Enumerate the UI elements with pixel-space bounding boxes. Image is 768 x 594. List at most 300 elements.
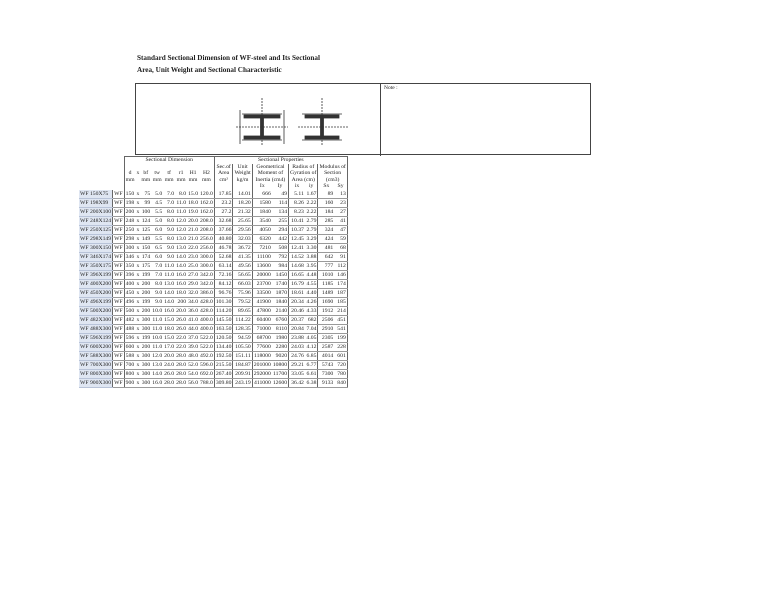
cell-section-name: WF 396X199 [80, 271, 112, 278]
cell-sec-area: 63.14 [214, 261, 233, 270]
table-row [79, 369, 347, 378]
h1-unit: mm [188, 176, 198, 183]
cell-type: WF [114, 361, 123, 368]
cell-tf: 18.0 [164, 325, 175, 332]
cell-sy: 199 [334, 333, 347, 342]
cell-x: x [136, 352, 140, 359]
cell-h1: 48.0 [188, 352, 199, 359]
cell-h2: 162.0 [200, 208, 213, 215]
table-row [79, 333, 347, 342]
cell-r1: 18.0 [176, 289, 187, 296]
table-row [79, 351, 347, 360]
cell-sy: 541 [334, 324, 347, 333]
cell-ix-upper: 41900 [252, 297, 272, 306]
cell-sec-area: 134.40 [215, 343, 232, 350]
cell-x: x [136, 370, 140, 377]
cell-ix-upper: 68700 [252, 333, 272, 342]
cell-d: 450 [125, 289, 135, 296]
cell-iy-lower: 2.79 [306, 217, 317, 224]
cell-iy-lower: 4.55 [306, 280, 317, 287]
cell-iy-upper: 1980 [272, 333, 289, 342]
cell-iy-lower: 3.30 [306, 244, 317, 251]
cell-iy-upper: 1870 [272, 288, 289, 297]
table-row [79, 306, 347, 315]
steel-properties-table [79, 156, 348, 388]
tw-header: tw [154, 170, 161, 177]
cell-tf: 20.0 [164, 352, 175, 359]
cell-iy-lower: 7.04 [306, 325, 317, 332]
cell-ix-upper: 60400 [252, 315, 272, 324]
cell-bf: 100 [141, 208, 151, 215]
cell-r1: 20.0 [176, 307, 187, 314]
r1-unit: mm [176, 176, 186, 183]
cell-x: x [136, 217, 140, 224]
cell-unit-weight: 114.22 [233, 315, 252, 324]
cell-sec-area: 46.78 [214, 243, 233, 252]
cell-iy-lower: 6.38 [306, 379, 317, 386]
cell-r1: 26.0 [176, 316, 187, 323]
cell-unit-weight: 128.35 [233, 324, 252, 333]
cell-h1: 21.0 [188, 235, 199, 242]
table-row [79, 216, 347, 225]
cell-iy-lower: 2.22 [306, 199, 317, 206]
cell-bf: 75 [140, 190, 151, 199]
wf-cross-section-icon [222, 96, 372, 148]
cell-ix-upper: 77600 [252, 342, 272, 351]
cell-iy-lower: 4.40 [306, 289, 317, 296]
cell-unit-weight: 75.96 [233, 288, 252, 297]
cell-sy: 59 [334, 234, 347, 243]
cell-d: 596 [125, 334, 135, 341]
cell-unit-weight: 56.65 [233, 270, 252, 279]
cell-h2: 386.0 [200, 289, 213, 296]
cell-h2: 342.0 [200, 280, 213, 287]
cell-sx: 424 [318, 234, 334, 243]
cell-h1: 22.0 [188, 244, 199, 251]
cell-iy-upper: 442 [272, 234, 289, 243]
cell-h1: 18.0 [188, 199, 199, 206]
cell-unit-weight: 209.91 [233, 369, 252, 378]
cell-h1: 19.0 [188, 208, 199, 215]
cell-h1: 25.0 [188, 262, 199, 269]
cell-type: WF [114, 235, 123, 242]
cell-ix-upper: 118000 [253, 352, 271, 359]
cell-tf: 24.0 [164, 361, 175, 368]
cell-tw: 7.0 [151, 270, 163, 279]
cell-x: x [136, 235, 140, 242]
cell-tw: 11.0 [152, 343, 163, 350]
cell-section-name: WF 496X199 [80, 298, 112, 305]
cell-h1: 29.0 [188, 280, 199, 287]
cell-h1: 36.0 [188, 307, 199, 314]
cell-d: 298 [125, 235, 135, 242]
cell-x: x [136, 199, 140, 206]
cell-unit-weight: 243.19 [233, 378, 252, 387]
cell-tw: 5.0 [151, 190, 163, 199]
cell-tw: 6.0 [151, 252, 163, 261]
cell-sy: 185 [334, 297, 347, 306]
cell-ix-upper: 71000 [252, 324, 272, 333]
cell-iy-lower: 4.33 [306, 307, 317, 314]
cell-iy-upper: 508 [272, 243, 289, 252]
cell-ix-lower: 20.46 [289, 306, 305, 315]
geo-header-1: Geometrical [252, 164, 288, 171]
cell-bf: 150 [141, 244, 151, 251]
cell-h2: 692.0 [200, 370, 213, 377]
cell-iy-upper: 49 [272, 190, 289, 199]
cell-tf: 16.0 [164, 307, 175, 314]
cell-sx: 777 [318, 261, 334, 270]
cell-r1: 13.0 [176, 235, 187, 242]
cell-ix-upper: 1840 [252, 207, 272, 216]
cell-ix-lower: 16.65 [289, 270, 305, 279]
cell-sy: 23 [334, 198, 347, 207]
cell-sy: 68 [334, 243, 347, 252]
cell-sec-area: 37.66 [214, 225, 233, 234]
cell-bf: 174 [141, 253, 151, 260]
cell-d: 588 [125, 352, 135, 359]
header-row-5 [79, 183, 347, 190]
cell-section-name: WF 250X125 [80, 226, 112, 233]
cell-unit-weight: 41.35 [233, 252, 252, 261]
cell-iy-upper: 12600 [272, 379, 288, 386]
cell-tf: 13.0 [164, 280, 175, 287]
table-row [79, 207, 347, 216]
table-row [79, 297, 347, 306]
cell-h2: 400.0 [200, 325, 213, 332]
table-row [79, 252, 347, 261]
cell-bf: 200 [141, 343, 151, 350]
cell-iy-lower: 2.22 [306, 208, 317, 215]
cell-unit-weight: 66.03 [233, 279, 252, 288]
cell-section-name: WF 596X199 [80, 334, 112, 341]
cell-ix-lower: 8.26 [289, 198, 305, 207]
cell-tf: 26.0 [164, 370, 175, 377]
cell-h2: 428.0 [200, 298, 213, 305]
cell-bf: 300 [141, 316, 151, 323]
cell-sx: 1912 [318, 306, 334, 315]
cell-bf: 199 [141, 298, 151, 305]
title-line-2: Area, Unit Weight and Sectional Characteristic [137, 66, 282, 74]
cell-unit-weight: 79.52 [233, 297, 252, 306]
cell-type: WF [114, 343, 123, 350]
cell-type: WF [114, 280, 123, 287]
cell-iy-upper: 10800 [272, 361, 288, 368]
mod-header-1: Modulus of [319, 163, 346, 170]
cell-tw: 9.0 [151, 297, 163, 306]
cell-r1: 28.0 [176, 361, 187, 368]
unit-weight-header-2: Weight [234, 170, 251, 177]
cell-section-name: WF 198X99 [79, 198, 113, 207]
cell-tw: 13.0 [152, 361, 163, 368]
cell-iy-upper: 2140 [272, 306, 289, 315]
cell-h1: 23.0 [188, 253, 199, 260]
cell-x: x [136, 379, 140, 386]
table-row [79, 198, 347, 207]
cell-x: x [136, 316, 140, 323]
cell-r1: 11.0 [176, 199, 187, 206]
cell-sec-area: 17.85 [214, 190, 233, 199]
cell-type: WF [114, 298, 123, 305]
cell-iy-upper: 984 [272, 261, 289, 270]
cell-tw: 10.0 [152, 307, 163, 314]
cell-section-name: WF 400X200 [80, 280, 112, 287]
h2-header: H2 [202, 170, 210, 177]
cell-sx: 285 [318, 216, 334, 225]
cell-section-name: WF 482X300 [80, 316, 112, 323]
cell-sec-area: 145.50 [215, 316, 232, 323]
cell-d: 800 [125, 370, 135, 377]
cell-sy: 146 [334, 270, 347, 279]
unit-weight-header-1: Unit [233, 164, 252, 171]
cell-unit-weight: 18.20 [233, 198, 252, 207]
cell-d: 198 [125, 199, 135, 206]
header-row-4 [79, 177, 347, 184]
cell-sec-area: 309.80 [215, 379, 232, 386]
cell-ix-upper: 11100 [252, 252, 272, 261]
cell-sy: 451 [334, 315, 347, 324]
cell-iy-lower: 682 [305, 315, 318, 324]
cell-tw: 11.0 [152, 316, 163, 323]
cell-tf: 11.0 [164, 262, 175, 269]
cell-iy-upper: 11700 [273, 370, 288, 377]
cell-h2: 300.0 [200, 262, 213, 269]
cell-type: WF [114, 244, 123, 251]
cell-r1: 200 [175, 297, 187, 306]
cell-sy: 112 [334, 261, 347, 270]
cell-iy-upper: 9020 [272, 351, 289, 360]
cell-sx: 324 [318, 225, 334, 234]
cell-type: WF [114, 253, 123, 260]
cell-tw: 11.0 [152, 325, 163, 332]
cell-type: WF [114, 334, 123, 341]
cell-iy-lower: 4.26 [306, 298, 317, 305]
cell-type: WF [114, 325, 123, 332]
ix-upper-header: Ix [252, 183, 272, 190]
sx-header: Sx [318, 183, 334, 190]
cell-unit-weight: 94.59 [233, 333, 252, 342]
cell-sec-area: 52.68 [214, 252, 233, 261]
header-row-1 [79, 157, 347, 164]
rad-header-3: Area (cm) [289, 177, 318, 184]
figure-box [135, 83, 591, 155]
cell-unit-weight: 29.56 [233, 225, 252, 234]
cell-tf: 14.0 [164, 298, 175, 305]
cell-sy: 720 [334, 360, 347, 369]
cell-x: x [136, 244, 140, 251]
cell-tf: 9.0 [163, 243, 175, 252]
cell-tw: 6.5 [151, 243, 163, 252]
cell-unit-weight: 49.56 [233, 261, 252, 270]
cell-h2: 256.0 [200, 244, 213, 251]
cell-section-name: WF 248X124 [80, 217, 112, 224]
cell-d: 600 [125, 343, 135, 350]
cell-type: WF [114, 226, 123, 233]
cell-h1: 21.0 [188, 226, 199, 233]
cell-r1: 8.0 [175, 190, 187, 199]
cell-iy-upper: 134 [272, 207, 289, 216]
cell-type: WF [114, 199, 123, 206]
cell-sec-area: 192.50 [215, 352, 232, 359]
cell-section-name: WF 500X200 [80, 307, 112, 314]
cell-tw: 14.0 [152, 370, 163, 377]
cell-x: x [136, 343, 140, 350]
geo-header-3: Inertia (cm4) [252, 177, 288, 184]
cell-section-name: WF 298X149 [80, 235, 112, 242]
cell-unit-weight: 14.01 [233, 190, 252, 199]
cell-d: 396 [125, 271, 135, 278]
cell-ix-upper: 1580 [252, 198, 272, 207]
cell-sx: 5743 [318, 360, 334, 369]
cell-sec-area: 101.30 [215, 298, 232, 305]
cell-sec-area: 32.68 [214, 216, 233, 225]
cell-tf: 15.0 [164, 334, 175, 341]
cell-h2: 492.0 [200, 352, 213, 359]
cell-iy-lower: 4.48 [306, 271, 317, 278]
cell-x: x [136, 271, 140, 278]
cell-r1: 26.0 [176, 325, 187, 332]
cell-iy-lower: 3.29 [306, 235, 317, 242]
cell-sy: 214 [334, 306, 347, 315]
cell-ix-upper: 201000 [253, 361, 271, 368]
cell-bf: 300 [141, 352, 151, 359]
cell-d: 488 [125, 325, 135, 332]
cell-sx: 9133 [318, 378, 334, 387]
cell-type: WF [114, 190, 123, 197]
cell-tf: 28.0 [164, 379, 175, 386]
cell-bf: 200 [141, 289, 151, 296]
cell-sx: 2910 [318, 324, 334, 333]
table-row [79, 243, 347, 252]
cell-iy-lower: 2.79 [306, 226, 317, 233]
cell-iy-upper: 255 [272, 216, 289, 225]
cell-section-name: WF 600X200 [80, 343, 112, 350]
note-label: Note : [384, 85, 398, 91]
cell-section-name: WF 350X175 [80, 262, 112, 269]
cell-unit-weight: 89.65 [233, 306, 252, 315]
cell-type: WF [114, 208, 123, 215]
cell-tf: 8.0 [163, 234, 175, 243]
rad-header-1: Radius of [289, 164, 318, 171]
cell-tw: 9.0 [151, 288, 163, 297]
cell-r1: 22.0 [176, 343, 187, 350]
table-row [79, 261, 347, 270]
cell-sx: 4014 [318, 351, 334, 360]
cell-iy-upper: 114 [272, 198, 289, 207]
cell-h1: 39.0 [188, 343, 199, 350]
cell-sx: 1690 [318, 297, 334, 306]
sec-area-header-1: Sec.of [214, 164, 233, 171]
cell-h2: 788.0 [200, 379, 213, 386]
cell-h1: 56.0 [188, 379, 199, 386]
cell-sx: 642 [318, 252, 334, 261]
cell-type: WF [114, 289, 123, 296]
cell-x: x [136, 298, 140, 305]
cell-unit-weight: 105.50 [233, 342, 252, 351]
cell-ix-lower: 10.37 [289, 225, 305, 234]
cell-sec-area: 40.80 [214, 234, 233, 243]
cell-iy-upper: 1450 [272, 270, 289, 279]
cell-tf: 11.0 [164, 271, 175, 278]
cell-tw: 8.0 [151, 279, 163, 288]
cell-iy-lower: 6.61 [306, 370, 317, 377]
table-row [79, 234, 347, 243]
tw-unit: mm [152, 176, 162, 183]
cell-r1: 14.0 [176, 253, 187, 260]
cell-ix-lower: 20.34 [289, 297, 305, 306]
cell-sx: 1185 [318, 279, 334, 288]
cell-h2: 596.0 [200, 361, 213, 368]
sectional-properties-header: Sectional Properties [214, 157, 347, 164]
cell-ix-lower: 5.11 [289, 190, 305, 199]
cell-bf: 175 [141, 262, 151, 269]
cell-h1: 27.0 [188, 271, 199, 278]
cell-ix-upper: 292000 [253, 370, 271, 377]
cell-h2: 256.0 [200, 235, 213, 242]
cell-h1: 15.0 [188, 190, 199, 197]
bf-header: bf [143, 170, 149, 177]
cell-bf: 199 [141, 334, 151, 341]
cell-x: x [136, 253, 140, 260]
cell-sx: 481 [318, 243, 334, 252]
cell-r1: 13.0 [176, 244, 187, 251]
cell-tw: 4.5 [151, 198, 163, 207]
mod-header-3: (cm3) [318, 177, 347, 184]
cell-d: 500 [125, 307, 135, 314]
cell-h2: 522.0 [200, 343, 213, 350]
cell-bf: 300 [141, 370, 151, 377]
cell-r1: 22.0 [176, 334, 187, 341]
cell-iy-upper: 6760 [272, 315, 289, 324]
cell-ix-lower: 18.61 [289, 288, 305, 297]
cell-r1: 12.0 [176, 217, 187, 224]
cell-r1: 14.0 [176, 262, 187, 269]
cell-sec-area: 215.50 [215, 361, 232, 368]
cell-unit-weight: 25.65 [233, 216, 252, 225]
cell-x: x [136, 226, 140, 233]
cell-tw: 5.5 [151, 234, 163, 243]
cell-tw: 16.0 [152, 379, 163, 386]
cell-sy: 174 [334, 279, 347, 288]
cell-bf: 200 [141, 280, 151, 287]
iy-lower-header: iy [308, 183, 314, 190]
cell-type: WF [114, 352, 123, 359]
cell-section-name: WF 700X300 [80, 361, 112, 368]
cell-d: 300 [125, 244, 135, 251]
table-row [79, 270, 347, 279]
cell-sy: 91 [334, 252, 347, 261]
h1-header: H1 [189, 170, 197, 177]
cell-h1: 52.0 [188, 361, 199, 368]
cell-ix-lower: 36.42 [289, 378, 305, 387]
cell-x: x [136, 289, 140, 296]
cell-x: x [136, 262, 140, 269]
cell-section-name: WF 800X300 [80, 370, 112, 377]
cell-ix-upper: 6320 [252, 234, 272, 243]
cell-h2: 428.0 [200, 307, 213, 314]
cell-ix-upper: 23700 [252, 279, 272, 288]
cell-x: x [136, 361, 140, 368]
cell-bf: 300 [141, 361, 151, 368]
table-row [79, 342, 347, 351]
cell-h2: 400.0 [200, 316, 213, 323]
cell-h1: 32.0 [188, 289, 199, 296]
cell-r1: 28.0 [176, 379, 187, 386]
cell-ix-upper: 4050 [252, 225, 272, 234]
cell-ix-lower: 14.52 [289, 252, 305, 261]
cell-x: x [136, 334, 140, 341]
cell-h2: 300.0 [200, 253, 213, 260]
